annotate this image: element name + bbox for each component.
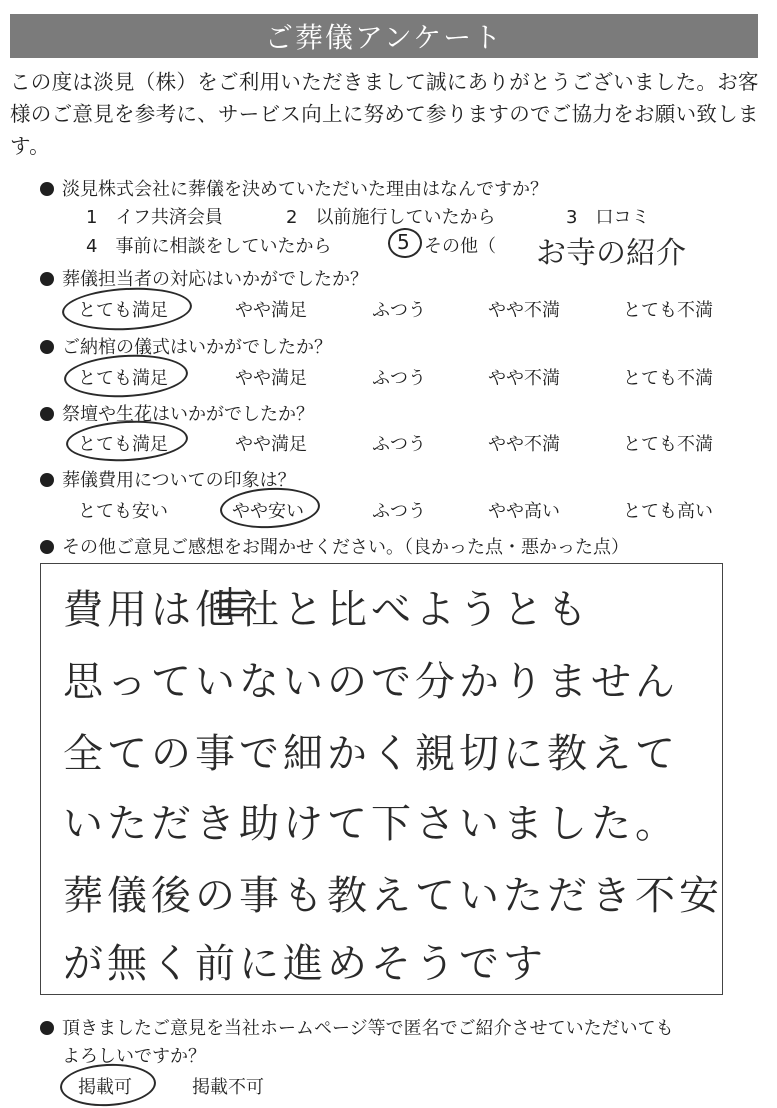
q3-option-2[interactable]: やや満足 xyxy=(235,368,307,389)
selection-circle xyxy=(59,1062,157,1108)
question-3-text: ご納棺の儀式はいかがでしたか？ xyxy=(62,337,332,358)
q4-option-4[interactable]: やや不満 xyxy=(488,434,560,455)
q1-option-3[interactable]: 3 口コミ xyxy=(566,207,650,228)
question-3 xyxy=(40,333,332,359)
comment-line-2: 思っていないので分かりません xyxy=(63,659,679,705)
q2-option-3[interactable]: ふつう xyxy=(372,300,426,321)
question-6-text: その他ご意見ご感想をお聞かせください。（良かった点・悪かった点） xyxy=(62,537,629,558)
permission-option-allow[interactable]: 掲載可 xyxy=(78,1077,132,1098)
bullet-icon xyxy=(40,272,54,286)
comment-box xyxy=(40,563,723,995)
q3-option-3[interactable]: ふつう xyxy=(372,368,426,389)
q1-option-other[interactable]: その他（ xyxy=(424,236,496,257)
q3-option-5[interactable]: とても不満 xyxy=(623,368,713,389)
permission-text-line1: 頂きましたご意見を当社ホームページ等で匿名でご紹介させていただいても xyxy=(62,1018,674,1039)
permission-text-line2: よろしいですか？ xyxy=(62,1046,206,1067)
q1-option-5[interactable]: 5 xyxy=(397,230,410,254)
q4-option-2[interactable]: やや満足 xyxy=(235,434,307,455)
q5-option-1[interactable]: とても安い xyxy=(78,501,168,522)
question-6 xyxy=(40,533,629,559)
comment-line-4: いただき助けて下さいました。 xyxy=(63,801,679,847)
q5-option-3[interactable]: ふつう xyxy=(372,501,426,522)
question-1 xyxy=(40,175,548,201)
q2-option-5[interactable]: とても不満 xyxy=(623,300,713,321)
comment-line-5: 葬儀後の事も教えていただき不安 xyxy=(63,873,723,919)
bullet-icon xyxy=(40,407,54,421)
question-2-text: 葬儀担当者の対応はいかがでしたか？ xyxy=(62,269,368,290)
comment-line-6: が無く前に進めそうです xyxy=(63,941,547,987)
q4-option-5[interactable]: とても不満 xyxy=(623,434,713,455)
intro-text: この度は淡見（株）をご利用いただきまして誠にありがとうございました。お客様のご意見を参考に、サービス向上に努めて参りますのでご協力をお願い致します。 xyxy=(10,70,759,158)
selection-circle xyxy=(219,485,321,530)
q3-option-1[interactable]: とても満足 xyxy=(78,368,168,389)
bullet-icon xyxy=(40,1021,54,1035)
q2-option-2[interactable]: やや満足 xyxy=(235,300,307,321)
scribble-strike-icon xyxy=(210,585,252,621)
question-4-text: 祭壇や生花はいかがでしたか？ xyxy=(62,404,314,425)
q5-option-4[interactable]: やや高い xyxy=(488,501,560,522)
q2-option-4[interactable]: やや不満 xyxy=(488,300,560,321)
q1-other-answer: お寺の紹介 xyxy=(536,236,686,271)
q4-option-3[interactable]: ふつう xyxy=(372,434,426,455)
q4-option-1[interactable]: とても満足 xyxy=(78,434,168,455)
bullet-icon xyxy=(40,540,54,554)
q3-option-4[interactable]: やや不満 xyxy=(488,368,560,389)
selection-circle xyxy=(61,285,193,334)
question-4 xyxy=(40,400,314,426)
q5-option-2[interactable]: やや安い xyxy=(232,501,304,522)
bullet-icon xyxy=(40,340,54,354)
bullet-icon xyxy=(40,182,54,196)
permission-option-deny[interactable]: 掲載不可 xyxy=(192,1077,264,1098)
bullet-icon xyxy=(40,473,54,487)
q5-option-5[interactable]: とても高い xyxy=(623,501,713,522)
selection-circle xyxy=(63,352,189,400)
comment-line-1: 費用は他社と比べようとも xyxy=(63,587,591,633)
q1-option-4[interactable]: 4 事前に相談をしていたから xyxy=(86,236,332,257)
q2-option-1[interactable]: とても満足 xyxy=(78,300,168,321)
survey-title: ご葬儀アンケート xyxy=(10,14,758,58)
question-1-text: 淡見株式会社に葬儀を決めていただいた理由はなんですか？ xyxy=(62,179,548,200)
comment-line-3: 全ての事で細かく親切に教えて xyxy=(63,731,679,777)
question-2 xyxy=(40,265,368,291)
selection-circle xyxy=(387,227,423,259)
q1-option-1[interactable]: 1 イフ共済会員 xyxy=(86,207,223,228)
permission-question xyxy=(40,1014,674,1040)
q1-option-2[interactable]: 2 以前施行していたから xyxy=(286,207,496,228)
question-5-text: 葬儀費用についての印象は？ xyxy=(62,470,296,491)
